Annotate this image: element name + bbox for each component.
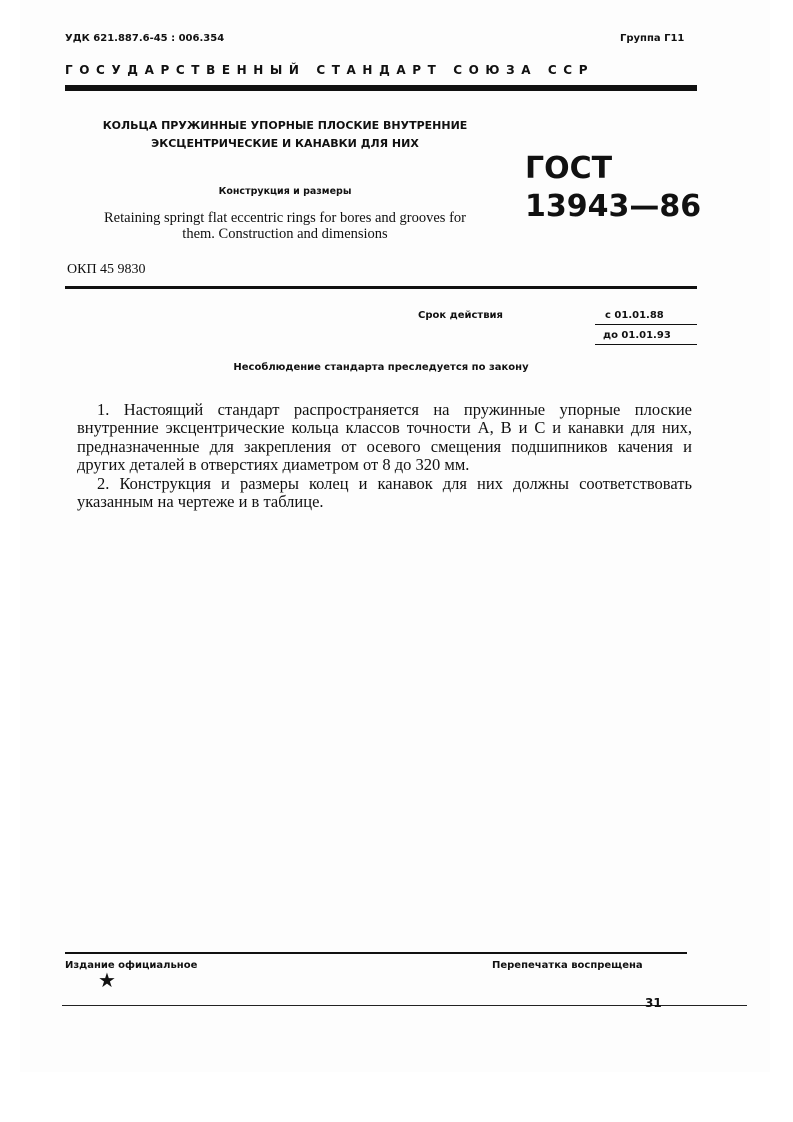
okp-code: ОКП 45 9830 [67, 262, 146, 277]
validity-underline [595, 344, 697, 345]
header-rule [65, 85, 697, 91]
official-edition: Издание официальное [65, 960, 198, 971]
reprint-notice: Перепечатка воспрещена [492, 960, 643, 971]
standard-title: КОЛЬЦА ПРУЖИННЫЕ УПОРНЫЕ ПЛОСКИЕ ВНУТРЕННИЕ ЭКСЦЕНТРИЧЕСКИЕ И КАНАВКИ ДЛЯ НИХ [102, 119, 468, 150]
validity-label: Срок действия [418, 310, 503, 321]
validity-divider [595, 324, 697, 325]
standard-subtitle: Конструкция и размеры [218, 186, 352, 197]
udk-code: УДК 621.887.6-45 : 006.354 [65, 33, 225, 44]
validity-to: до 01.01.93 [603, 330, 671, 341]
validity-from: с 01.01.88 [605, 310, 664, 321]
paragraph-1: 1. Настоящий стандарт распространяется на пружинные упорные плоские внутренние эксцентрические кольца классов точности А, В и С и канавки для них, предназначенные для закрепления от осевого смещения подшипников качения и других деталей в отверстиях диаметром от 8 до 320 мм. [77, 400, 692, 475]
body-text [77, 401, 692, 511]
page-number: 31 [645, 996, 662, 1010]
gost-designation [525, 150, 701, 226]
star-icon: ★ [98, 968, 116, 992]
group-code: Группа Г11 [620, 33, 685, 44]
title-rule [65, 286, 697, 289]
state-standard-heading: ГОСУДАРСТВЕННЫЙ СТАНДАРТ СОЮЗА ССР [65, 63, 595, 77]
legal-notice: Несоблюдение стандарта преследуется по закону [233, 362, 529, 373]
gost-label: ГОСТ [525, 151, 613, 186]
paragraph-2: 2. Конструкция и размеры колец и канавок для них должны соответствовать указанным на чертеже и в таблице. [77, 473, 692, 512]
footer-rule [65, 952, 687, 954]
gost-number: 13943—86 [525, 189, 702, 224]
english-title: Retaining springt flat eccentric rings for bores and grooves for them. Construction and dimensions [104, 210, 466, 242]
